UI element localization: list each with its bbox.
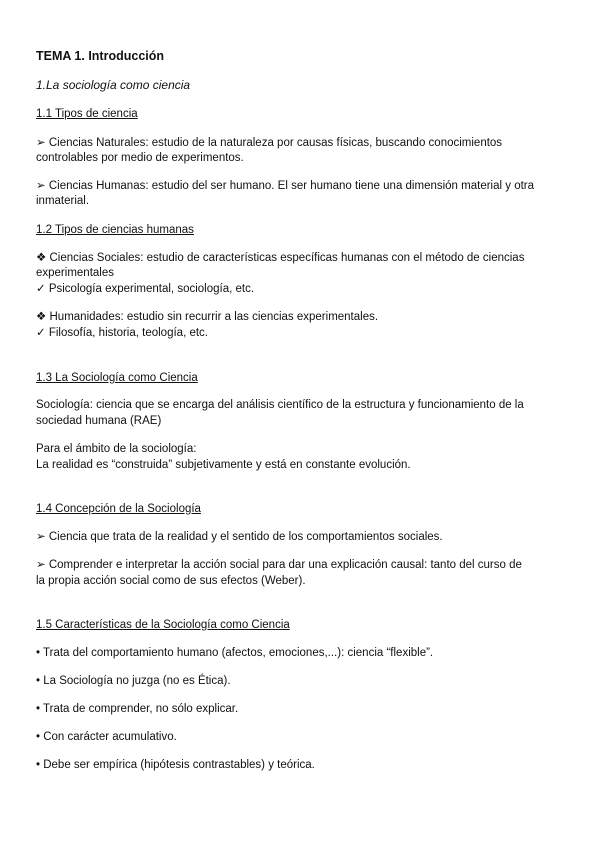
paragraph-line: experimentales [36, 267, 114, 279]
paragraph-line: ❖ Humanidades: estudio sin recurrir a las ciencias experimentales. [36, 311, 379, 323]
paragraph-line: controlables por medio de experimentos. [36, 152, 244, 164]
paragraph-line: ➢ Ciencias Naturales: estudio de la naturaleza por causas físicas, buscando conocimientos [36, 137, 503, 149]
paragraph-line: sociedad humana (RAE) [36, 415, 162, 427]
check-item: ✓ Psicología experimental, sociología, etc. [36, 283, 255, 295]
bullet-item: • Trata del comportamiento humano (afectos, emociones,...): ciencia “flexible”. [36, 647, 434, 659]
paragraph-line: ➢ Ciencia que trata de la realidad y el sentido de los comportamientos sociales. [36, 531, 443, 543]
bullet-item: • La Sociología no juzga (no es Ética). [36, 675, 231, 687]
bullet-item: • Trata de comprender, no sólo explicar. [36, 703, 239, 715]
bullet-item: • Con carácter acumulativo. [36, 731, 177, 743]
check-item: ✓ Filosofía, historia, teología, etc. [36, 327, 208, 339]
paragraph-line: la propia acción social como de sus efectos (Weber). [36, 575, 306, 587]
heading-1-4: 1.4 Concepción de la Sociología [36, 503, 201, 515]
paragraph-line: Sociología: ciencia que se encarga del análisis científico de la estructura y funcionamiento de la [36, 399, 524, 411]
document-title: TEMA 1. Introducción [36, 49, 165, 63]
heading-1-5: 1.5 Características de la Sociología como Ciencia [36, 619, 290, 631]
paragraph-line: ❖ Ciencias Sociales: estudio de características específicas humanas con el método de ciencias [36, 252, 525, 264]
heading-1-3: 1.3 La Sociología como Ciencia [36, 372, 198, 384]
paragraph-line: La realidad es “construida” subjetivamente y está en constante evolución. [36, 459, 411, 471]
section-title: 1.La sociología como ciencia [36, 78, 191, 92]
heading-1-1: 1.1 Tipos de ciencia [36, 108, 138, 120]
bullet-item: • Debe ser empírica (hipótesis contrastables) y teórica. [36, 759, 315, 771]
paragraph-line: ➢ Comprender e interpretar la acción social para dar una explicación causal: tanto del curso de [36, 559, 522, 571]
heading-1-2: 1.2 Tipos de ciencias humanas [36, 224, 194, 236]
paragraph-line: Para el ámbito de la sociología: [36, 443, 197, 455]
paragraph-line: inmaterial. [36, 195, 90, 207]
paragraph-line: ➢ Ciencias Humanas: estudio del ser humano. El ser humano tiene una dimensión material y otra [36, 180, 535, 192]
